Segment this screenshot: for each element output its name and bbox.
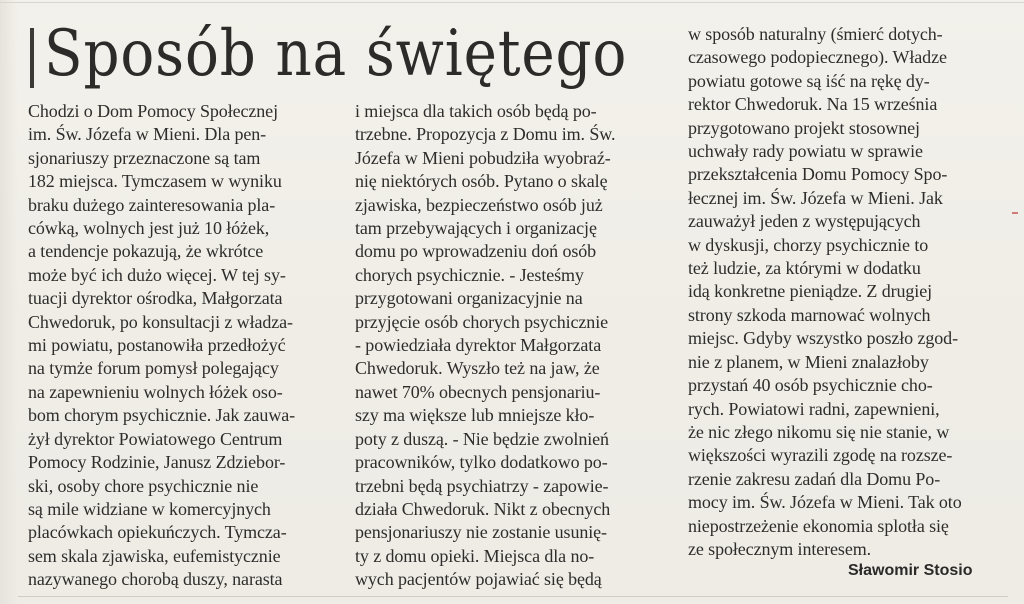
article-column-1 <box>28 100 295 592</box>
text-line: na tymże forum pomysł polegający <box>28 358 279 379</box>
text-line: Chodzi o Dom Pomocy Społecznej <box>28 101 278 121</box>
text-line: w dyskusji, chorzy psychicznie to <box>688 234 929 255</box>
text-line: działa Chwedoruk. Nikt z obecnych <box>355 498 611 519</box>
text-line: im. Św. Józefa w Mieni. Dla pen- <box>28 124 267 145</box>
text-line: a tendencje pokazują, że wkrótce <box>28 241 264 262</box>
text-line: Józefa w Mieni pobudziła wyobraź- <box>355 147 611 168</box>
text-line: poty z duszą. - Nie będzie zwolnień <box>355 428 609 449</box>
text-line: ty z domu opieki. Miejsca dla no- <box>355 545 595 566</box>
text-line: sjonariuszy przeznaczone są tam <box>28 147 261 168</box>
author-byline: Sławomir Stosio <box>848 562 973 579</box>
text-line: miejsc. Gdyby wszystko poszło zgod- <box>688 328 958 349</box>
text-line: trzebne. Propozycja z Domu im. Św. <box>355 124 616 145</box>
text-line: domu po wprowadzeniu doń osób <box>355 241 597 262</box>
text-line: żył dyrektor Powiatowego Centrum <box>28 428 283 449</box>
text-line: braku dużego zainteresowania pla- <box>28 194 276 215</box>
text-line: w sposób naturalny (śmierć dotych- <box>688 24 943 44</box>
text-line: powiatu gotowe są iść na rękę dy- <box>688 70 930 91</box>
text-line: i miejsca dla takich osób będą po- <box>355 101 597 121</box>
text-line: na zapewnieniu wolnych łóżek oso- <box>28 381 283 402</box>
text-line: pracowników, tylko dodatkowo po- <box>355 452 608 473</box>
text-line: mocy im. Św. Józefa w Mieni. Tak oto <box>688 492 962 513</box>
text-line: może być ich dużo więcej. W tej sy- <box>28 264 286 285</box>
text-line: strony szkoda marnować wolnych <box>688 304 931 325</box>
text-line: wych pacjentów pojawiać się będą <box>355 569 602 590</box>
text-line: chorych psychicznie. - Jesteśmy <box>355 264 584 285</box>
text-line: tuacji dyrektor ośrodka, Małgorzata <box>28 288 283 309</box>
text-line: idą konkretne pieniądze. Z drugiej <box>688 281 933 302</box>
headline-bar <box>30 28 34 88</box>
text-line: przystań 40 osób psychicznie cho- <box>688 375 933 396</box>
text-line: placówkach opiekuńczych. Tymcza- <box>28 522 287 543</box>
scan-mark <box>1012 212 1018 214</box>
text-line: przekształcenia Domu Pomocy Spo- <box>688 164 948 185</box>
article-column-3 <box>688 23 962 561</box>
text-line: nawet 70% obecnych pensjonariu- <box>355 381 601 402</box>
text-line: cówką, wolnych jest już 10 łóżek, <box>28 218 270 239</box>
text-line: też ludzie, za którymi w dodatku <box>688 258 921 279</box>
text-line: rych. Powiatowi radni, zapewnieni, <box>688 398 940 419</box>
text-line: niepostrzeżenie ekonomia splotła się <box>688 515 949 536</box>
text-line: uchwały rady powiatu w sprawie <box>688 141 923 162</box>
top-rule <box>0 2 1024 3</box>
text-line: większości wyrazili zgodę na rozsze- <box>688 445 953 466</box>
text-line: przygotowani organizacyjnie na <box>355 288 583 309</box>
text-line: Pomocy Rodzinie, Janusz Zdziebor- <box>28 452 286 473</box>
text-line: mi powiatu, postanowiła przedłożyć <box>28 335 286 356</box>
text-line: szy ma większe lub mniejsze kło- <box>355 405 595 426</box>
text-line: pensjonariuszy nie zostanie usunię- <box>355 522 607 543</box>
text-line: że nic złego nikomu się nie stanie, w <box>688 421 950 442</box>
text-line: nię niektórych osób. Pytano o skalę <box>355 171 608 192</box>
text-line: przygotowano projekt stosownej <box>688 117 920 138</box>
text-line: ski, osoby chore psychicznie nie <box>28 475 259 496</box>
text-line: nie z planem, w Mieni znalazłoby <box>688 351 929 372</box>
text-line: zauważył jeden z występujących <box>688 211 921 232</box>
text-line: 182 miejsca. Tymczasem w wyniku <box>28 171 282 192</box>
text-line: rektor Chwedoruk. Na 15 września <box>688 94 938 115</box>
text-line: są mile widziane w komercyjnych <box>28 498 271 519</box>
text-line: ze społecznym interesem. <box>688 538 872 559</box>
text-line: Chwedoruk. Wyszło też na jaw, że <box>355 358 600 379</box>
text-line: zjawiska, bezpieczeństwo osób już <box>355 194 603 215</box>
text-line: tam przebywających i organizację <box>355 218 597 239</box>
bottom-rule <box>18 596 1008 597</box>
headline: Sposób na świętego <box>44 17 628 91</box>
text-line: sem skala zjawiska, eufemistycznie <box>28 545 281 566</box>
text-line: czasowego podopiecznego). Władze <box>688 47 947 68</box>
article-column-2 <box>355 100 615 592</box>
text-line: - powiedziała dyrektor Małgorzata <box>355 335 602 356</box>
text-line: przyjęcie osób chorych psychicznie <box>355 311 608 332</box>
text-line: Chwedoruk, po konsultacji z władza- <box>28 311 293 332</box>
text-line: bom chorym psychicznie. Jak zauwa- <box>28 405 296 426</box>
text-line: trzebni będą psychiatrzy - zapowie- <box>355 475 609 496</box>
text-line: nazywanego chorobą duszy, narasta <box>28 569 283 590</box>
text-line: łecznej im. Św. Józefa w Mieni. Jak <box>688 187 943 208</box>
text-line: rzenie zakresu zadań dla Domu Po- <box>688 468 941 489</box>
scan-edge-shadow <box>0 0 18 604</box>
